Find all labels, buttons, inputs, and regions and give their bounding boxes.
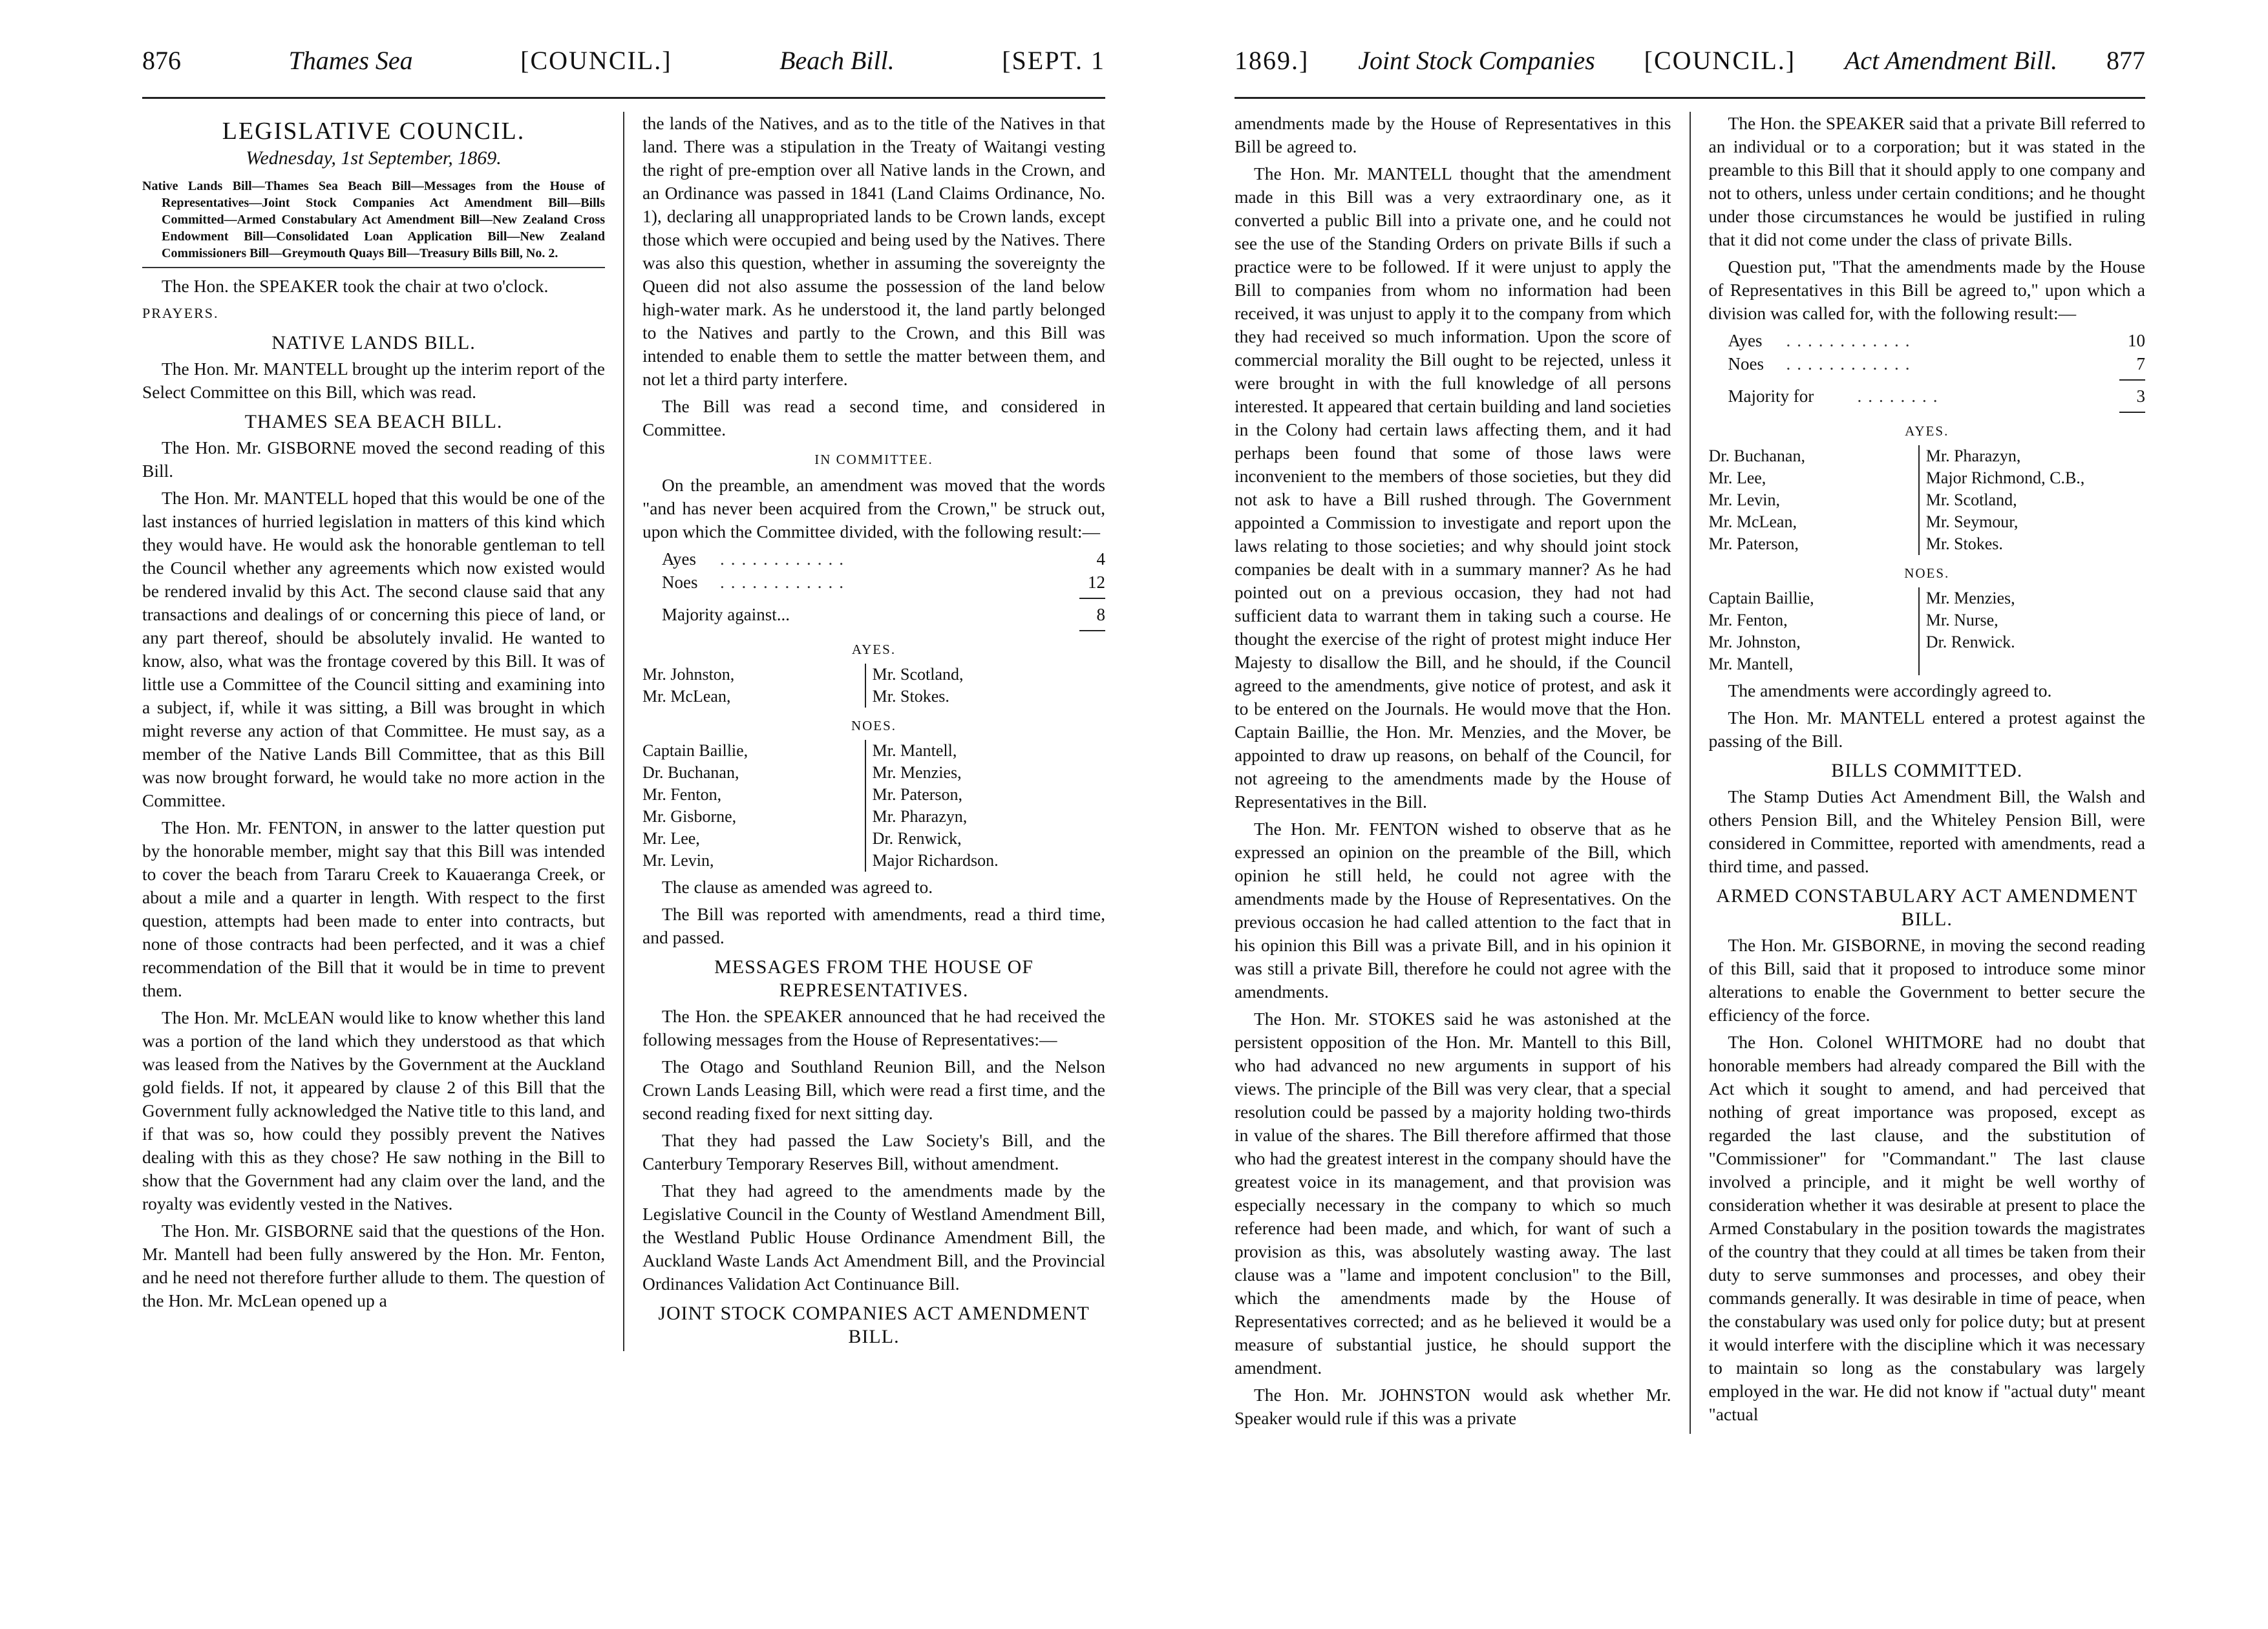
prayers-label: PRAYERS. bbox=[142, 305, 219, 321]
ayes-label: Ayes bbox=[1728, 331, 1763, 350]
ayes-list bbox=[642, 664, 1105, 708]
member-name: Mr. Mantell, bbox=[1708, 655, 1794, 673]
section-heading: NATIVE LANDS BILL. bbox=[271, 332, 476, 353]
member-name: Mr. Johnston, bbox=[1708, 633, 1801, 651]
member-name: Mr. Lee, bbox=[1708, 468, 1766, 487]
division-result: Ayes ............ 4 Noes ............ 12 Majority against... 8 bbox=[662, 547, 1105, 631]
section-heading: ARMED CONSTABULARY ACT AMENDMENT BILL. bbox=[1716, 885, 2138, 930]
paragraph: That they had agreed to the amendments made by the Legislative Council in the County of Westland Amendment Bill, the Westland Public House Ordinance Amendment Bill, the Auckland Waste Lands Act Amendment Bill, and the Provincial Ordinances Validation Act Continuance Bill. bbox=[642, 1181, 1105, 1294]
division-result: Ayes ............ 10 Noes ............ 7 Majority for ........ 3 bbox=[1728, 329, 2146, 413]
paragraph: The Hon. Mr. McLEAN would like to know whether this land was a portion of the land which they understood as that which was leased from the Natives by the Government at the Auckland gold fields. If not, it appeared by clause 2 of this Bill that the Government fully acknowledged the Native title to this land, and if that was so, how could they possibly prevent the Natives dealing with this as they chose? He saw nothing in the Bill to show that the Government had any claim over the land, and the royalty was evidently vested in the Natives. bbox=[142, 1007, 605, 1214]
paragraph: The Hon. the SPEAKER announced that he had received the following messages from the House of Representatives:— bbox=[642, 1006, 1105, 1049]
page-number: 877 bbox=[2106, 46, 2145, 75]
paragraph: The Hon. Colonel WHITMORE had no doubt that honorable members had already compared the Bill with the Act which it sought to amend, and had perceived that nothing of great importance was proposed, except as regarded the last clause, and the substitution of "Commissioner" for "Commandant." The last clause involved a principle, and it might be well worthy of consideration whether it was desirable at present to place the Armed Constabulary in the position towards the magistrates of the country that they could at all times be taken from their duty to serve summonses and processes, and obey their commands generally. It was desirable in time of peace, when the constabulary was used only for police duty; but at present it would interfere with the discipline which it was necessary to maintain so long as the constabulary was largely employed in the war. He did not know if "actual duty" meant "actual bbox=[1708, 1032, 2145, 1424]
paragraph: The Hon. the SPEAKER said that a private Bill referred to an individual or to a corporation; but it was stated in the preamble to this Bill that it should apply to one company and not to others, unless under certain conditions; and he thought under those circumstances he would be justified in ruling that it did not come under the class of private Bills. bbox=[1708, 113, 2145, 249]
member-name: Mr. Fenton, bbox=[642, 785, 722, 804]
member-name: Dr. Renwick. bbox=[1925, 633, 2015, 651]
paragraph: The Otago and Southland Reunion Bill, and the Nelson Crown Lands Leasing Bill, which were read a first time, and the second reading fixed for next sitting day. bbox=[642, 1056, 1105, 1123]
paragraph: The Hon. Mr. MANTELL brought up the interim report of the Select Committee on this Bill, which was read. bbox=[142, 359, 605, 402]
left-column-1 bbox=[142, 112, 605, 1351]
paragraph: The Hon. Mr. GISBORNE said that the questions of the Hon. Mr. Mantell had been fully answered by the Hon. Mr. Fenton, and he need not therefore further allude to them. The question of the Hon. Mr. McLean opened up a bbox=[142, 1221, 605, 1310]
sitting-date: Wednesday, 1st September, 1869. bbox=[246, 147, 502, 169]
majority-count: 8 bbox=[1096, 605, 1105, 624]
noes-list bbox=[1709, 587, 2146, 675]
member-name: Mr. Gisborne, bbox=[642, 807, 737, 826]
ayes-heading: AYES. bbox=[1905, 423, 1949, 439]
member-name: Mr. Mantell, bbox=[872, 741, 957, 760]
member-name: Mr. McLean, bbox=[642, 687, 731, 706]
page-number: 876 bbox=[142, 46, 181, 75]
member-name: Mr. Paterson, bbox=[1708, 534, 1799, 553]
paragraph: On the preamble, an amendment was moved that the words "and has never been acquired from the Crown," be struck out, upon which the Committee divided, with the following result:— bbox=[642, 475, 1105, 541]
right-column-1 bbox=[1235, 112, 1671, 1434]
member-name: Dr. Buchanan, bbox=[642, 763, 739, 782]
member-name: Mr. Levin, bbox=[642, 851, 714, 870]
member-name: Mr. Menzies, bbox=[872, 763, 962, 782]
member-name: Mr. Paterson, bbox=[872, 785, 963, 804]
paragraph: The Hon. the SPEAKER took the chair at two o'clock. bbox=[162, 276, 549, 296]
paragraph: the lands of the Natives, and as to the title of the Natives in that land. There was a stipulation in the Treaty of Waitangi vesting the right of pre-emption over all Native lands in the Crown, and an Ordinance was passed in 1841 (Land Claims Ordinance, No. 1), declaring all unappropriated lands to be Crown lands, except those which were occupied and being used by the Natives. There was also this question, whether in assuming the sovereignty the Queen did not also assume the possession of the land below high-water mark. As he understood it, the land partly belonged to the Natives and partly to the Crown, and this Bill was intended to enable them to settle the matter between them, and not let a third party interfere. bbox=[642, 113, 1105, 389]
council-title: LEGISLATIVE COUNCIL. bbox=[222, 118, 525, 145]
section-heading: BILLS COMMITTED. bbox=[1831, 760, 2023, 781]
contents-summary: Native Lands Bill—Thames Sea Beach Bill—Messages from the House of Representatives—Joint Stock Companies Act Amendment Bill—Bills Committed—Armed Constabulary Act Amendment Bill—New Zealand Cross Endowment Bill—Consolidated Loan Application Bill—New Zealand Commissioners Bill—Greymouth Quays Bill—Treasury Bills Bill, No. 2. bbox=[142, 178, 605, 268]
member-name: Major Richmond, C.B., bbox=[1925, 468, 2085, 487]
noes-list bbox=[642, 740, 1105, 872]
paragraph: The Stamp Duties Act Amendment Bill, the Walsh and others Pension Bill, and the Whiteley Pension Bill, were considered in Committee, reported with amendments, read a third time, and passed. bbox=[1708, 786, 2145, 876]
member-name: Dr. Renwick, bbox=[872, 829, 962, 848]
right-column-2 bbox=[1709, 112, 2146, 1434]
paragraph: That they had passed the Law Society's Bill, and the Canterbury Temporary Reserves Bill, without amendment. bbox=[642, 1130, 1105, 1173]
header-date: 1869.] bbox=[1235, 46, 1309, 75]
member-name: Mr. McLean, bbox=[1708, 512, 1797, 531]
paragraph: The Hon. Mr. STOKES said he was astonished at the persistent opposition of the Hon. Mr. Mantell to this Bill, who had advanced no new arguments in support of his views. The principle of the Bill was very clear, that a special resolution could be passed by a majority holding two-thirds in value of the shares. The Bill therefore affirmed that those who had the greatest interest in the company should have the greatest voice in its management, and that provision was especially necessary in the company to which so much reference had been made, and which, for want of such a provision as this, was absolutely wasting away. The last clause was a "lame and impotent conclusion" to the Bill, which the amendments made by the House of Representatives corrected; and as he believed it would be a measure of substantial justice, he should support the amendment. bbox=[1235, 1009, 1671, 1378]
section-heading: MESSAGES FROM THE HOUSE OF REPRESENTATIVES. bbox=[714, 956, 1033, 1001]
member-name: Mr. Pharazyn, bbox=[1925, 447, 2021, 465]
section-heading: JOINT STOCK COMPANIES ACT AMENDMENT BILL. bbox=[658, 1303, 1090, 1347]
paragraph: The Hon. Mr. GISBORNE, in moving the second reading of this Bill, said that it proposed to introduce some minor alterations to enable the Government to better secure the efficiency of the force. bbox=[1708, 935, 2145, 1025]
header-date: [SEPT. 1 bbox=[1002, 46, 1105, 75]
paragraph: The Bill was reported with amendments, read a third time, and passed. bbox=[642, 904, 1105, 947]
noes-label: Noes bbox=[662, 573, 698, 592]
header-subject-right: Beach Bill. bbox=[779, 46, 895, 75]
member-name: Mr. Pharazyn, bbox=[872, 807, 968, 826]
member-name: Mr. Scotland, bbox=[872, 665, 964, 684]
paragraph: The clause as amended was agreed to. bbox=[662, 877, 933, 897]
column-rule bbox=[1690, 112, 1691, 1434]
paragraph: The Hon. Mr. MANTELL entered a protest against the passing of the Bill. bbox=[1708, 708, 2145, 751]
member-name: Mr. Seymour, bbox=[1925, 512, 2019, 531]
member-name: Mr. Nurse, bbox=[1925, 611, 1998, 629]
noes-heading: NOES. bbox=[851, 718, 897, 733]
left-column-2 bbox=[642, 112, 1105, 1351]
paragraph: Question put, "That the amendments made by the House of Representatives in this Bill be agreed to," upon which a division was called for, with the following result:— bbox=[1708, 257, 2145, 323]
member-name: Mr. Levin, bbox=[1708, 490, 1780, 509]
member-name: Mr. Stokes. bbox=[1925, 534, 2003, 553]
member-name: Dr. Buchanan, bbox=[1708, 447, 1805, 465]
member-name: Major Richardson. bbox=[872, 851, 999, 870]
column-rule bbox=[623, 112, 624, 1351]
majority-label: Majority for bbox=[1728, 386, 1814, 406]
noes-count: 7 bbox=[2136, 354, 2145, 373]
ayes-label: Ayes bbox=[662, 549, 697, 569]
member-name: Mr. Johnston, bbox=[642, 665, 735, 684]
running-header-right bbox=[1235, 45, 2145, 99]
subheading: IN COMMITTEE. bbox=[814, 452, 933, 467]
majority-count: 3 bbox=[2136, 386, 2145, 406]
noes-heading: NOES. bbox=[1904, 565, 1950, 581]
right-page bbox=[1157, 0, 2268, 1629]
paragraph: The Hon. Mr. MANTELL hoped that this would be one of the last instances of hurried legislation in matters of this kind which they would have. He would ask the honorable gentleman to tell the Council whether any agreements which now existed would be rendered invalid by this Act. The second clause said that any transactions and dealings of or concerning this piece of land, or any part thereof, should be absolutely invalid. He wanted to know, also, what was the frontage covered by this Bill. It was of little use a Committee of the Council sitting and examining into a subject, if, while it was sitting, a Bill was brought in which might reverse any action of that Committee. He must say, as a member of the Native Lands Bill Committee, that as this Bill was now brought forward, he would take no more action in the Committee. bbox=[142, 488, 605, 810]
running-header-left bbox=[142, 45, 1105, 99]
paragraph: The amendments were accordingly agreed to. bbox=[1728, 680, 2052, 700]
member-name: Mr. Stokes. bbox=[872, 687, 949, 706]
header-subject-left: Joint Stock Companies bbox=[1358, 46, 1595, 75]
ayes-heading: AYES. bbox=[851, 642, 896, 657]
header-subject-right: Act Amendment Bill. bbox=[1844, 46, 2058, 75]
paragraph: The Hon. Mr. JOHNSTON would ask whether Mr. Speaker would rule if this was a private bbox=[1235, 1385, 1671, 1428]
header-house: [COUNCIL.] bbox=[520, 46, 672, 75]
member-name: Captain Baillie, bbox=[642, 741, 748, 760]
paragraph: amendments made by the House of Representatives in this Bill be agreed to. bbox=[1235, 113, 1671, 156]
majority-label: Majority against... bbox=[662, 605, 790, 624]
paragraph: The Hon. Mr. GISBORNE moved the second reading of this Bill. bbox=[142, 437, 605, 481]
header-subject-left: Thames Sea bbox=[288, 46, 413, 75]
noes-count: 12 bbox=[1088, 573, 1105, 592]
ayes-count: 10 bbox=[2128, 331, 2145, 350]
noes-label: Noes bbox=[1728, 354, 1764, 373]
paragraph: The Hon. Mr. FENTON, in answer to the latter question put by the honorable member, might say that this Bill was intended to cover the beach from Tararu Creek to Kauaeranga Creek, or about a mile and a quarter in length. With respect to the first question, attempts had been made to enter into contracts, but none of those contracts had been perfected, and it was a chief recommendation of the Bill that it would be in time to prevent them. bbox=[142, 817, 605, 1000]
member-name: Mr. Menzies, bbox=[1925, 589, 2015, 607]
member-name: Mr. Fenton, bbox=[1708, 611, 1788, 629]
member-name: Mr. Lee, bbox=[642, 829, 700, 848]
paragraph: The Hon. Mr. FENTON wished to observe that as he expressed an opinion on the preamble of the Bill, which opinion he still held, he could not agree with the amendments made by the House of Representatives. On the previous occasion he had called attention to the fact that in his opinion this Bill was a private Bill, and in his opinion it was still a private Bill, therefore he could not agree with the amendments. bbox=[1235, 819, 1671, 1002]
section-heading: THAMES SEA BEACH BILL. bbox=[244, 411, 503, 432]
member-name: Mr. Scotland, bbox=[1925, 490, 2017, 509]
member-name: Captain Baillie, bbox=[1708, 589, 1814, 607]
paragraph: The Bill was read a second time, and considered in Committee. bbox=[642, 396, 1105, 439]
ayes-count: 4 bbox=[1096, 549, 1105, 569]
paragraph: The Hon. Mr. MANTELL thought that the amendment made in this Bill was a very extraordinary one, as it converted a public Bill into a private one, and he could not see the use of the Standing Orders on private Bills if such a practice were to be followed. If it were unjust to apply the Bill to companies from whom no information had been received, it was unjust to apply it to the company from which they had received so much information. Upon the score of commercial morality the Bill ought to be rejected, unless it were brought in with the full knowledge of all persons interested. It appeared that certain building and land societies in the Colony had certain laws affecting them, and it had perhaps been found that some of those laws were inconvenient to the members of those societies, but they did not ask to have a Bill rushed through. The Government appointed a Commission to investigate and report upon the laws relating to those societies; and why should joint stock companies be dealt with in a summary manner? As he had pointed out on a previous occasion, they had not had sufficient data to warrant them in taking such a course. He thought the exercise of the right of protest might induce Her Majesty to disallow the Bill, and he should, if the Council agreed to the amendments, give notice of protest, and ask it to be entered on the Journals. He would move that the Hon. Captain Baillie, the Hon. Mr. Menzies, and the Mover, be appointed to draw up reasons, on behalf of the Council, for not agreeing to the amendments made by the House of Representatives in the Bill. bbox=[1235, 163, 1671, 812]
header-house: [COUNCIL.] bbox=[1644, 46, 1796, 75]
left-page bbox=[0, 0, 1125, 1629]
ayes-list bbox=[1709, 445, 2146, 555]
